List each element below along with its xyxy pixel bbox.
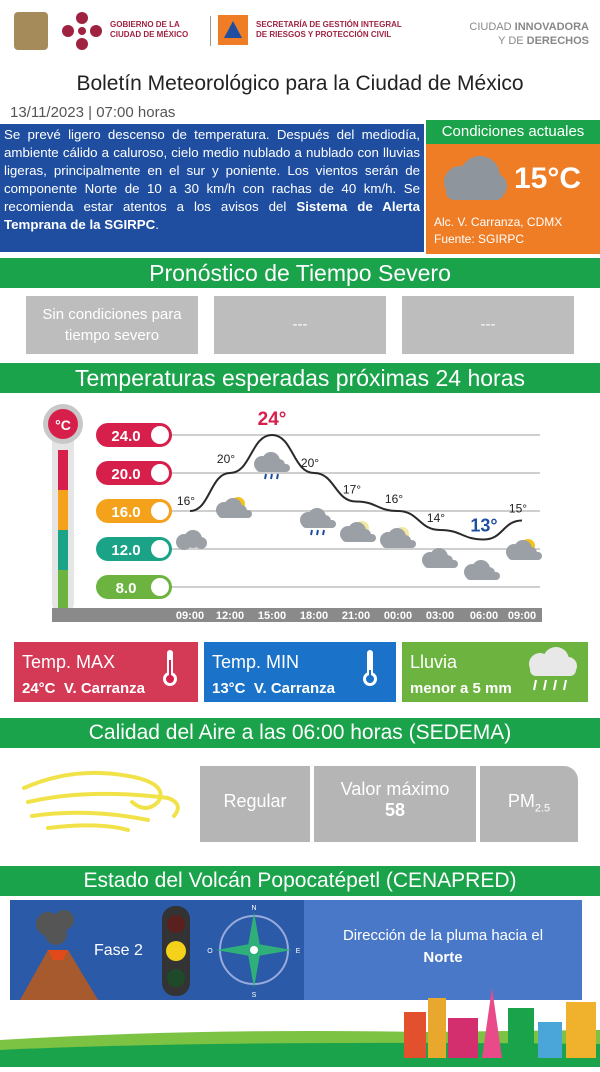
temp-max-card	[14, 642, 198, 702]
thermometer-icon	[160, 648, 180, 693]
cloud-icon	[464, 560, 500, 580]
temperature-label: 24°	[257, 409, 287, 430]
cdmx-logo-icon	[60, 10, 104, 52]
scale-pill-dot	[151, 540, 169, 558]
city-line2a: Y DE	[498, 35, 527, 47]
compass-s: S	[251, 992, 257, 998]
scale-label: 16.0	[111, 504, 141, 521]
air-max-label: Valor máximo	[340, 779, 450, 799]
thermometer-segment	[58, 490, 68, 530]
bulletin-date: 13/11/2023 | 07:00 horas	[10, 104, 176, 121]
rain-cloud-icon	[518, 646, 584, 701]
time-label: 09:00	[175, 610, 205, 622]
pollutant-name: PM	[507, 791, 535, 811]
partly-cloudy-icon	[216, 497, 252, 518]
time-label: 15:00	[257, 610, 287, 622]
pollutant-sub: 2.5	[534, 802, 551, 815]
rain-cloud-icon	[300, 508, 336, 535]
plume-direction-label: Dirección de la pluma hacia el	[342, 927, 544, 944]
rain-label: Lluvia	[410, 652, 458, 672]
time-label: 03:00	[425, 610, 455, 622]
forecast-bold: Sistema de Alerta Temprana de la SGIRPC	[4, 199, 420, 232]
rain-cloud-icon	[254, 452, 290, 479]
scale-pill-dot	[151, 426, 169, 444]
temp-max-label: Temp. MAX	[22, 652, 116, 672]
forecast-body: Se prevé ligero descenso de temperatura. Después del mediodía, ambiente cálido a caluroso, cielo medio nublado a nublado con lluvias ligeras, principalmente en el sur y poniente. Los vientos serán de componente Norte de 10 a 30 km/h con rachas de 40 km/h. Se recomienda estar atentos a los avisos del	[4, 127, 420, 214]
cloud-icon	[422, 548, 458, 568]
temp-min-card	[204, 642, 396, 702]
civil-protection-icon	[218, 15, 248, 45]
forecast-text	[0, 124, 424, 252]
time-label: 21:00	[341, 610, 371, 622]
temp-min-value: 13°C	[212, 680, 246, 697]
city-line2b: DERECHOS	[526, 35, 589, 47]
rain-card	[402, 642, 588, 702]
scale-label: 8.0	[115, 580, 137, 597]
plume-direction	[304, 900, 582, 1000]
wind-icon	[18, 758, 188, 843]
time-label: 06:00	[469, 610, 499, 622]
night-cloud-icon	[340, 521, 376, 542]
page-title: Boletín Meteorológico para la Ciudad de México	[76, 72, 524, 95]
thermometer-segment	[58, 530, 68, 570]
air-pollutant	[480, 766, 578, 842]
temps-title: Temperaturas esperadas próximas 24 horas	[0, 363, 600, 393]
gov-line2: CIUDAD DE MÉXICO	[110, 30, 189, 39]
divider	[210, 16, 211, 46]
thermometer-unit: °C	[55, 417, 71, 433]
time-label: 12:00	[215, 610, 245, 622]
current-location: Alc. V. Carranza, CDMX	[434, 215, 563, 229]
time-label: 00:00	[383, 610, 413, 622]
thermometer-segment	[58, 570, 68, 610]
current-temp: 15°C	[514, 162, 582, 195]
temperature-label: 16°	[176, 494, 196, 508]
temp-max-value: 24°C	[22, 680, 56, 697]
volcano-title: Estado del Volcán Popocatépetl (CENAPRED)	[0, 866, 600, 896]
plume-direction-value: Norte	[423, 949, 463, 966]
temperature-label: 13°	[470, 515, 498, 536]
air-max-box	[314, 766, 476, 842]
cloud-icon	[432, 152, 512, 213]
compass-n: N	[251, 905, 257, 912]
sec-line2: DE RIESGOS Y PROTECCIÓN CIVIL	[256, 30, 392, 39]
forecast-end: .	[155, 217, 159, 232]
cloud-icon	[176, 530, 207, 550]
city-line1a: CIUDAD	[469, 21, 515, 33]
severe-box-3: ---	[402, 296, 574, 354]
scale-label: 12.0	[111, 542, 141, 559]
temperature-label: 15°	[508, 501, 528, 516]
air-max-value: 58	[384, 800, 406, 820]
thermometer-segment	[58, 450, 68, 490]
scale-label: 24.0	[111, 428, 141, 445]
gov-line1: GOBIERNO DE LA	[110, 20, 180, 29]
volcano-panel	[10, 900, 304, 1000]
temperature-label: 17°	[342, 482, 362, 497]
header	[0, 0, 600, 62]
compass-icon	[206, 902, 302, 1003]
scale-pill-dot	[151, 464, 169, 482]
coat-of-arms-icon	[14, 12, 48, 50]
volcano-phase: Fase 2	[94, 942, 143, 959]
city-skyline-icon	[404, 988, 600, 1063]
night-cloud-icon	[380, 527, 416, 548]
severe-title: Pronóstico de Tiempo Severo	[0, 258, 600, 288]
severe-box-2: ---	[214, 296, 386, 354]
temp-min-label: Temp. MIN	[212, 652, 300, 672]
time-label: 09:00	[507, 610, 537, 622]
temperature-label: 16°	[384, 492, 404, 506]
volcano-icon	[20, 906, 100, 1005]
sec-line1: SECRETARÍA DE GESTIÓN INTEGRAL	[256, 20, 402, 29]
air-title: Calidad del Aire a las 06:00 horas (SEDEMA)	[0, 718, 600, 748]
temperature-label: 14°	[426, 511, 446, 525]
current-conditions	[426, 144, 600, 254]
semaphore-icon	[158, 906, 194, 1001]
time-label: 18:00	[299, 610, 329, 622]
scale-pill-dot	[151, 502, 169, 520]
temp-max-place: V. Carranza	[63, 680, 146, 697]
rain-value: menor a 5 mm	[410, 680, 512, 697]
severe-box-1: Sin condiciones para tiempo severo	[26, 296, 198, 354]
scale-pill-dot	[151, 578, 169, 596]
current-conditions-header: Condiciones actuales	[426, 120, 600, 144]
current-source: Fuente: SGIRPC	[434, 232, 525, 246]
scale-label: 20.0	[111, 466, 141, 483]
temperature-chart	[0, 392, 600, 632]
chart-base	[52, 608, 542, 622]
compass-o: O	[207, 948, 213, 955]
compass-e: E	[295, 948, 301, 955]
temperature-label: 20°	[300, 456, 320, 470]
temperature-label: 20°	[216, 452, 236, 466]
air-quality-value: Regular	[200, 766, 310, 842]
temp-min-place: V. Carranza	[253, 680, 336, 697]
thermometer-icon	[360, 648, 380, 693]
city-line1b: INNOVADORA	[514, 21, 589, 33]
